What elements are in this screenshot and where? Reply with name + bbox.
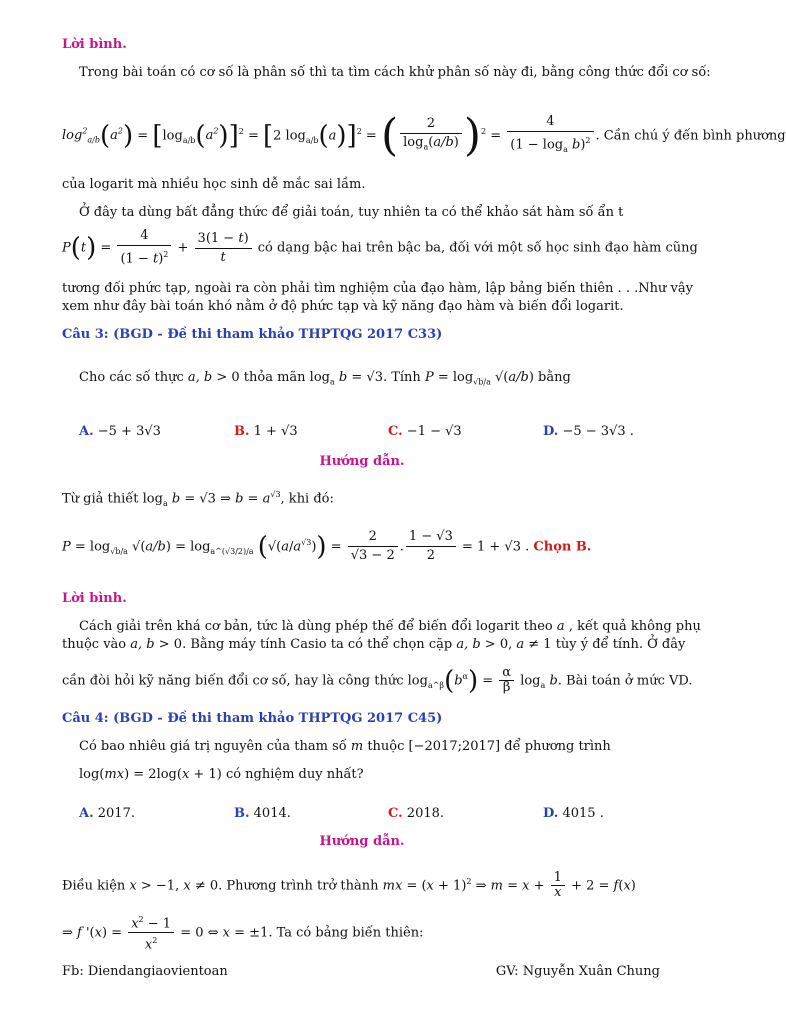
answer-option-b[interactable]: B. 4014. (234, 806, 291, 821)
answer-option-c[interactable]: C. 2018. (388, 806, 445, 821)
remark-title: Lời bình. (62, 37, 127, 52)
remark-paragraph: Trong bài toán có cơ số là phân số thì ta tìm cách khử phân số này đi, bằng công thức đổi cơ số: (79, 65, 711, 80)
log-formula: $\log^2_{a/b}(a^2) = [\log_{a/b}(a^2)]^2 = [2$ $\log_{a/b}(a)]^2$ = ( $\frac{2}{\log_a(a/b)}$ )$^2$ = $\frac{4}{(1 - \log_a b)^2}$ . Cần chú ý đến bình phương (62, 109, 786, 161)
answer-option-a[interactable]: A. −5 + 3√3 (79, 424, 161, 439)
solution-formula: $P = \log_{√b/a} √(a/b) = \log_{a\^{}(√3/2)/a} (√(a/a^{√3}))$ = $\frac{2}{√3 - 2}$ . $\frac{1 - √3}{2}$ = 1 + √3 . Chọn B. (62, 529, 592, 564)
footer-right: GV: Nguyễn Xuân Chung (495, 964, 660, 979)
formula-tail: có dạng bậc hai trên bậc ba, đối với một số học sinh đạo hàm cũng (257, 240, 698, 256)
remark-paragraph: Ở đây ta dùng bất đẳng thức để giải toán, tuy nhiên ta có thể khảo sát hàm số ẩn t (79, 205, 624, 220)
question-stem: log(mx) = 2log(x + 1) có nghiệm duy nhất? (79, 767, 364, 782)
answer-option-b[interactable]: B. 1 + √3 (234, 424, 298, 439)
function-formula: P(t) = $\frac{4}{(1 - t)^2}$ + $\frac{3(1 - t)}{t}$ có dạng bậc hai trên bậc ba, đối với một số học sinh đạo hàm cũng (62, 228, 698, 267)
remark-paragraph: Cách giải trên khá cơ bản, tức là dùng phép thế để biến đổi logarit theo a , kết quả không phụ (79, 619, 701, 634)
guide-title: Hướng dẫn. (319, 834, 405, 849)
solution-line: ⇒ f '(x) = $\frac{x^2 - 1}{x^2}$ = 0 ⇔ x = ±1. Ta có bảng biến thiên: (62, 912, 662, 952)
remark-paragraph: thuộc vào a, b > 0. Bằng máy tính Casio ta có thể chọn cặp a, b > 0, a ≠ 1 tùy ý để tính. Ở đây (62, 637, 686, 652)
remark-paragraph: cần đòi hỏi kỹ năng biến đổi cơ số, hay là công thức $\log_{a\^{}\beta}(b^\alpha)$ = $\frac{\alpha}{\beta}$ $\log_a b$. Bài toán ở mức VD. (62, 665, 693, 696)
remark-title: Lời bình. (62, 591, 127, 606)
answer-option-a[interactable]: A. 2017. (79, 806, 135, 821)
remark-paragraph: tương đối phức tạp, ngoài ra còn phải tìm nghiệm của đạo hàm, lập bảng biến thiên . . .Như vậy (62, 281, 693, 296)
question-header: Câu 3: (BGD - Đề thi tham khảo THPTQG 2017 C33) (62, 327, 443, 342)
answer-option-d[interactable]: D. −5 − 3√3 . (543, 424, 634, 439)
question-stem: Cho các số thực a, b > 0 thỏa mãn $\log_a b = √3$. Tính $P = \log_{√b/a} √(a/b)$ bằng (79, 370, 571, 387)
solution-line: Từ giả thiết $\log_a b = √3$ ⇒ $b = a^{√3}$, khi đó: (62, 490, 334, 508)
remark-paragraph: xem như đây bài toán khó nằm ở độ phức tạp và kỹ năng đạo hàm và biến đổi logarit. (62, 299, 624, 314)
question-header: Câu 4: (BGD - Đề thi tham khảo THPTQG 2017 C45) (62, 711, 443, 726)
formula-tail: . Cần chú ý đến bình phương (595, 128, 786, 144)
question-stem: Có bao nhiêu giá trị nguyên của tham số m thuộc [−2017;2017] để phương trình (79, 739, 611, 754)
footer-left: Fb: Diendangiaovientoan (62, 964, 228, 979)
guide-title: Hướng dẫn. (319, 454, 405, 469)
chosen-answer: Chọn B. (533, 539, 592, 555)
answer-option-d[interactable]: D. 4015 . (543, 806, 604, 821)
remark-paragraph: của logarit mà nhiều học sinh dễ mắc sai lầm. (62, 177, 366, 192)
answer-option-c[interactable]: C. −1 − √3 (388, 424, 462, 439)
solution-line: Điều kiện x > −1, x ≠ 0. Phương trình trở thành mx = $(x + 1)^2$ ⇒ m = x + $\frac{1}{x}$ + 2 = f(x) (62, 870, 636, 901)
